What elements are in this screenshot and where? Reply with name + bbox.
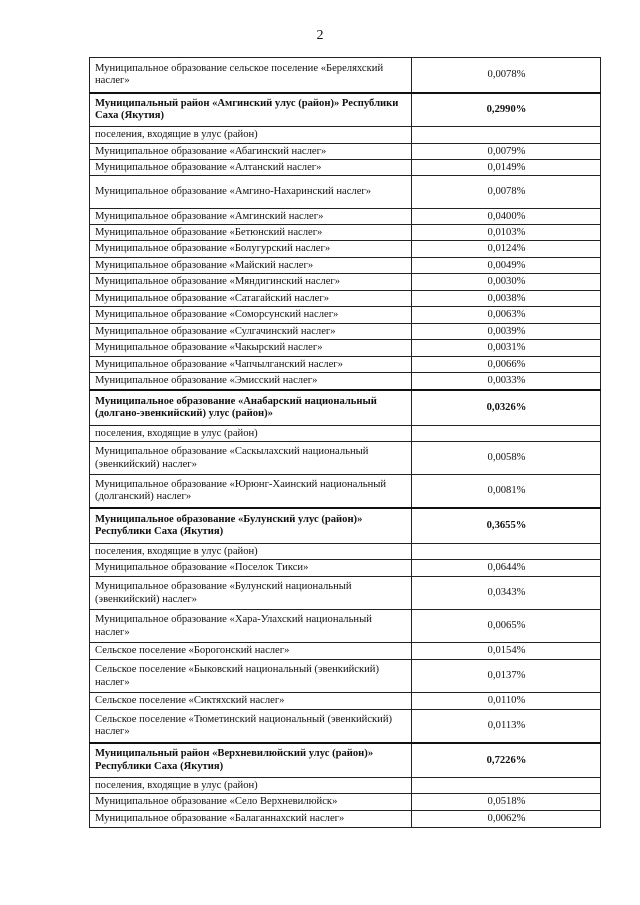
percentage-cell: 0,0039% — [412, 324, 601, 340]
percentage-cell: 0,0038% — [412, 291, 601, 307]
municipality-name-cell: Муниципальный район «Амгинский улус (район)» Республики Саха (Якутия) — [90, 93, 412, 127]
percentage-cell: 0,0065% — [412, 610, 601, 643]
municipality-name-cell: Сельское поселение «Тюметинский национальный (эвенкийский) наслег» — [90, 710, 412, 743]
municipality-name-cell: Муниципальное образование сельское поселение «Береляхский наслег» — [90, 58, 412, 93]
percentage-cell: 0,0030% — [412, 274, 601, 291]
table-row — [90, 577, 601, 610]
table-row — [90, 225, 601, 241]
municipality-name-cell: Муниципальное образование «Бетюнский наслег» — [90, 225, 412, 241]
municipality-name-cell: Сельское поселение «Быковский национальный (эвенкийский) наслег» — [90, 660, 412, 693]
percentage-cell: 0,0154% — [412, 643, 601, 660]
table-row-district — [90, 508, 601, 544]
municipality-name-cell: Муниципальное образование «Алтанский наслег» — [90, 160, 412, 176]
municipality-name-cell: Муниципальное образование «Юрюнг-Хаинский национальный (долганский) наслег» — [90, 475, 412, 508]
percentage-cell: 0,0326% — [412, 390, 601, 426]
table-row — [90, 544, 601, 560]
table-row — [90, 241, 601, 258]
percentage-cell: 0,0110% — [412, 693, 601, 710]
municipality-name-cell: Муниципальное образование «Чапчылганский наслег» — [90, 357, 412, 373]
table-row — [90, 442, 601, 475]
municipality-name-cell: Муниципальное образование «Абагинский наслег» — [90, 144, 412, 160]
table-row — [90, 307, 601, 324]
table-row — [90, 643, 601, 660]
municipality-name-cell: Муниципальное образование «Амгинский наслег» — [90, 209, 412, 225]
table-row — [90, 357, 601, 373]
table-row — [90, 58, 601, 93]
municipality-name-cell: поселения, входящие в улус (район) — [90, 778, 412, 794]
table-row-district — [90, 93, 601, 127]
municipality-name-cell: Муниципальное образование «Сулгачинский наслег» — [90, 324, 412, 340]
percentage-cell: 0,0058% — [412, 442, 601, 475]
table-row — [90, 693, 601, 710]
municipality-name-cell: поселения, входящие в улус (район) — [90, 127, 412, 144]
municipality-name-cell: Муниципальное образование «Чакырский наслег» — [90, 340, 412, 357]
municipality-name-cell: Муниципальное образование «Балаганнахский наслег» — [90, 811, 412, 828]
municipality-name-cell: Муниципальное образование «Мяндигинский наслег» — [90, 274, 412, 291]
municipality-name-cell: Сельское поселение «Борогонский наслег» — [90, 643, 412, 660]
municipality-name-cell: поселения, входящие в улус (район) — [90, 426, 412, 442]
municipality-name-cell: Муниципальное образование «Село Верхневилюйск» — [90, 794, 412, 811]
percentage-cell: 0,0103% — [412, 225, 601, 241]
municipality-name-cell: Сельское поселение «Сиктяхский наслег» — [90, 693, 412, 710]
municipality-name-cell: Муниципальное образование «Саскылахский национальный (эвенкийский) наслег» — [90, 442, 412, 475]
table-body — [90, 58, 601, 828]
percentage-cell: 0,0062% — [412, 811, 601, 828]
page-number: 2 — [316, 28, 324, 43]
table-row — [90, 778, 601, 794]
table-row — [90, 811, 601, 828]
percentage-cell: 0,0644% — [412, 560, 601, 577]
percentage-cell: 0,0400% — [412, 209, 601, 225]
percentage-cell: 0,0066% — [412, 357, 601, 373]
municipality-name-cell: Муниципальный район «Верхневилюйский улус (район)» Республики Саха (Якутия) — [90, 743, 412, 778]
table-row — [90, 610, 601, 643]
table-row — [90, 127, 601, 144]
table-row — [90, 426, 601, 442]
percentage-cell: 0,0031% — [412, 340, 601, 357]
percentage-cell — [412, 544, 601, 560]
municipality-name-cell: Муниципальное образование «Эмисский наслег» — [90, 373, 412, 390]
table-row — [90, 160, 601, 176]
percentage-cell: 0,0081% — [412, 475, 601, 508]
table-row — [90, 660, 601, 693]
table-row — [90, 373, 601, 390]
percentage-cell: 0,0113% — [412, 710, 601, 743]
table-row — [90, 710, 601, 743]
percentage-cell: 0,7226% — [412, 743, 601, 778]
percentage-cell: 0,0049% — [412, 258, 601, 274]
municipality-name-cell: Муниципальное образование «Анабарский национальный (долгано-эвенкийский) улус (район)» — [90, 390, 412, 426]
percentage-cell: 0,0124% — [412, 241, 601, 258]
percentage-cell: 0,0063% — [412, 307, 601, 324]
percentage-cell: 0,0078% — [412, 176, 601, 209]
table-row — [90, 475, 601, 508]
table-row — [90, 144, 601, 160]
percentage-cell: 0,0137% — [412, 660, 601, 693]
table-row — [90, 324, 601, 340]
percentage-cell: 0,0078% — [412, 58, 601, 93]
municipality-name-cell: Муниципальное образование «Соморсунский наслег» — [90, 307, 412, 324]
allocation-table — [89, 57, 601, 828]
municipality-name-cell: Муниципальное образование «Булунский национальный (эвенкийский) наслег» — [90, 577, 412, 610]
table-row — [90, 258, 601, 274]
percentage-cell: 0,0343% — [412, 577, 601, 610]
percentage-cell: 0,0149% — [412, 160, 601, 176]
table-row — [90, 274, 601, 291]
municipality-name-cell: Муниципальное образование «Майский наслег» — [90, 258, 412, 274]
table-row — [90, 176, 601, 209]
municipality-name-cell: поселения, входящие в улус (район) — [90, 544, 412, 560]
percentage-cell: 0,0033% — [412, 373, 601, 390]
table-row — [90, 209, 601, 225]
percentage-cell: 0,2990% — [412, 93, 601, 127]
municipality-name-cell: Муниципальное образование «Булунский улус (район)» Республики Саха (Якутия) — [90, 508, 412, 544]
percentage-cell: 0,0518% — [412, 794, 601, 811]
percentage-cell — [412, 127, 601, 144]
municipality-name-cell: Муниципальное образование «Болугурский наслег» — [90, 241, 412, 258]
percentage-cell — [412, 778, 601, 794]
table-row — [90, 340, 601, 357]
percentage-cell: 0,0079% — [412, 144, 601, 160]
percentage-cell: 0,3655% — [412, 508, 601, 544]
municipality-name-cell: Муниципальное образование «Хара-Улахский национальный наслег» — [90, 610, 412, 643]
municipality-name-cell: Муниципальное образование «Амгино-Нахаринский наслег» — [90, 176, 412, 209]
municipality-name-cell: Муниципальное образование «Сатагайский наслег» — [90, 291, 412, 307]
table-row — [90, 291, 601, 307]
municipality-name-cell: Муниципальное образование «Поселок Тикси» — [90, 560, 412, 577]
table-row-district — [90, 390, 601, 426]
table-row — [90, 794, 601, 811]
table-row — [90, 560, 601, 577]
percentage-cell — [412, 426, 601, 442]
table-row-district — [90, 743, 601, 778]
